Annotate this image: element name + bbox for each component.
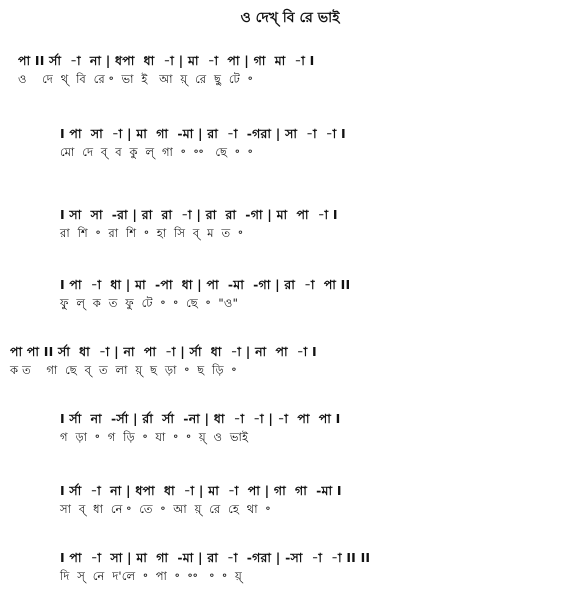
notation-line: I পা -া সা | মা গা -মা | রা -া -গরা | -সা -া -া II II [60,550,371,565]
lyrics-line: রা শি ॰ রা শি ॰ হা সি ব্ ম ত ॰ [60,226,244,240]
lyrics-line: দি স্ নে দ'লে ॰ পা ॰ ॰॰ ॰ ॰ য়্ [60,569,242,583]
notation-system-1 [18,52,315,88]
lyrics-line: মো দে ব্ ব কু ল্ গা ॰ ॰॰ ছে ॰ ॰ [60,145,253,159]
lyrics-line: গ ড়া ॰ গ ড়ি ॰ যা ॰ ॰ য়্ ও ভাই [60,430,249,444]
notation-system-8 [60,549,370,585]
notation-system-2 [60,125,346,161]
notation-line: I পা সা -া | মা গা -মা | রা -া -গরা | সা -া -া I [60,126,346,141]
lyrics-line: ফু ল্ ক ত ফু টে ॰ ॰ ছে ॰ "ও" [60,296,239,310]
notation-system-4 [60,276,350,312]
notation-system-7 [60,482,342,518]
notation-line: পা পা II র্সা ধা -া | না পা -া | র্সা ধা -া | না পা -া I [10,344,317,359]
notation-line: I সা সা -রা | রা রা -া | রা রা -গা | মা পা -া I [60,207,338,222]
notation-line: I র্সা -া না | ধপা ধা -া | মা -া পা | গা গা -মা I [60,483,342,498]
lyrics-line: ক ত গা ছে ব্ ত লা য়্ ছ ড়া ॰ ছ ড়ি ॰ [10,363,237,377]
notation-line: I র্সা না -র্সা | র্রা র্সা -না | ধা -া -া | -া পা পা I [60,411,341,426]
lyrics-line: ও দে থ্ বি রে ॰ ভা ই আ য়্ রে ছু টে ॰ [18,72,253,86]
notation-line: পা II র্সা -া না | ধপা ধা -া | মা -া পা | গা মা -া I [18,53,315,68]
song-title: ও দেখ্ বি রে ভাই [240,10,340,26]
notation-system-6 [60,410,340,446]
notation-system-3 [60,206,338,242]
notation-line: I পা -া ধা | মা -পা ধা | পা -মা -গা | রা -া পা II [60,277,351,292]
notation-system-5 [10,343,317,379]
lyrics-line: সা ব্ ধা নে ॰ তে ॰ আ য়্ রে হে থা ॰ [60,502,271,516]
